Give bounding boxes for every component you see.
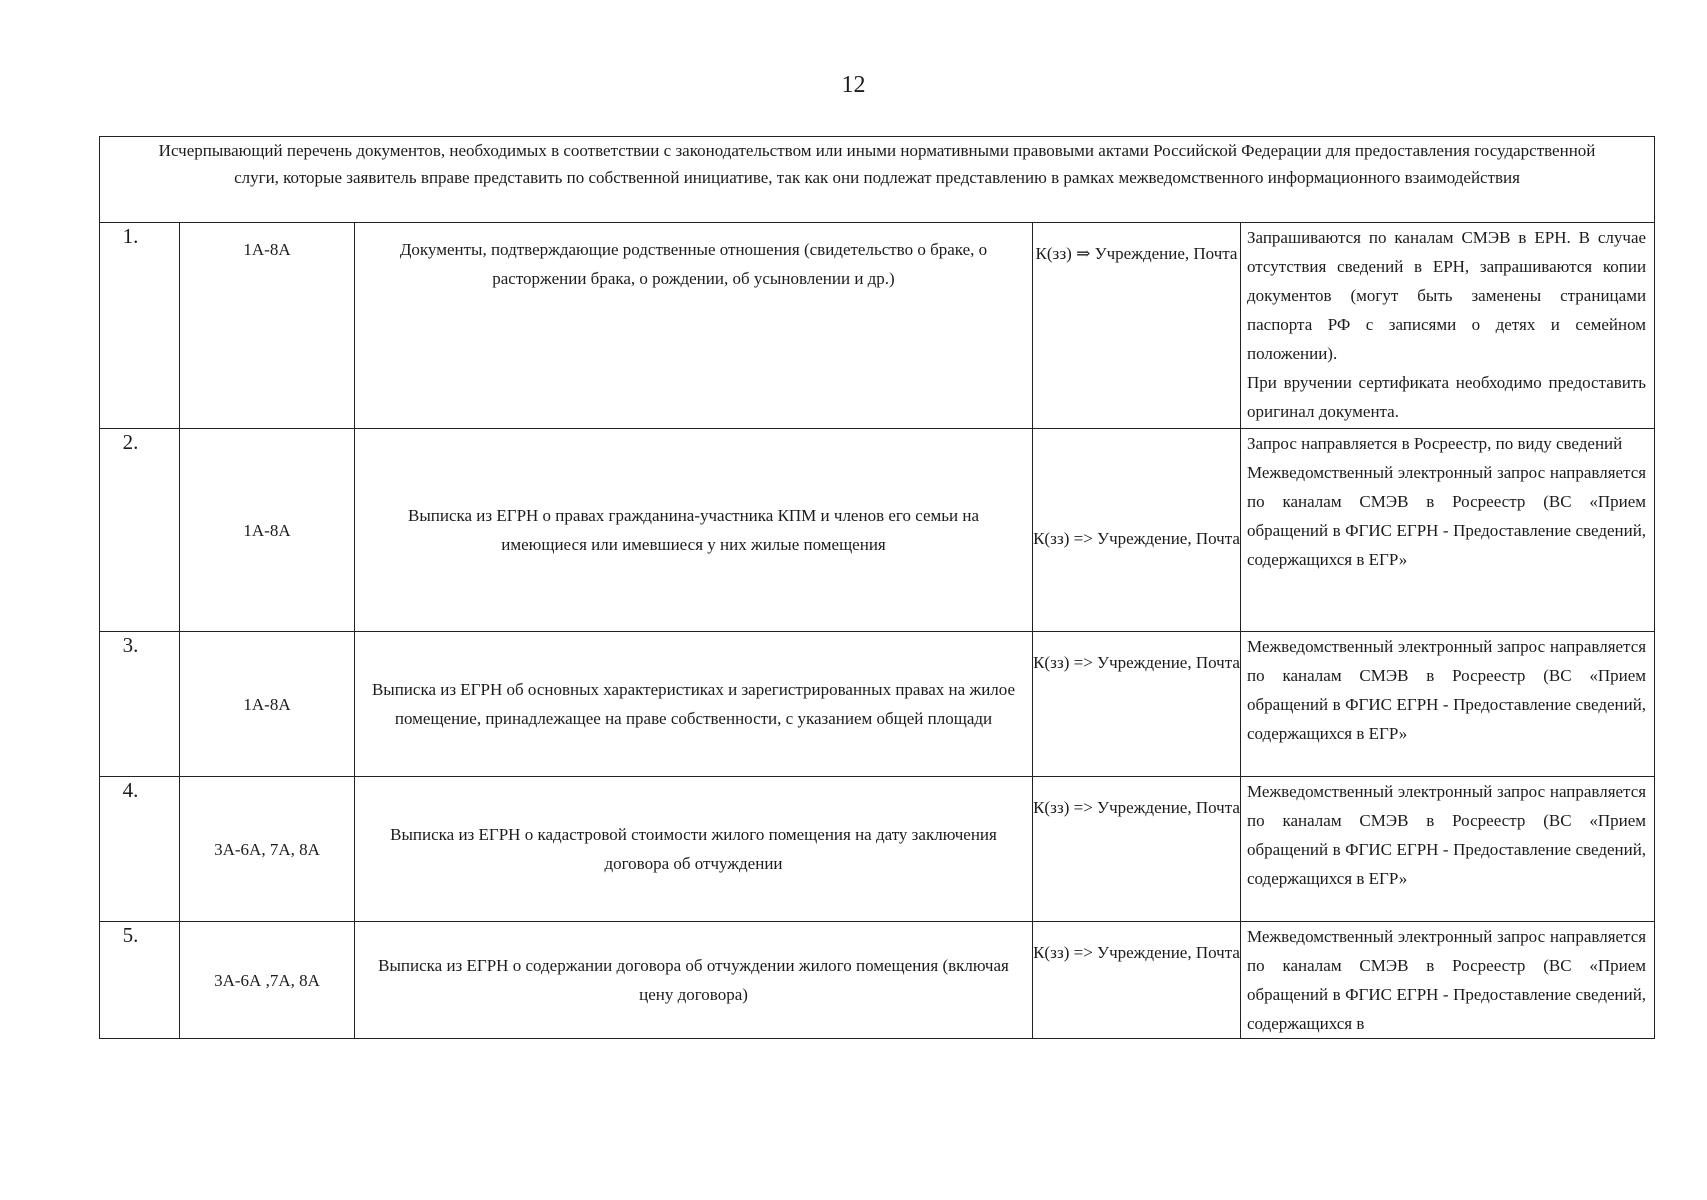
submission-method: К(зз) ⇒ Учреждение, Почта bbox=[1033, 223, 1241, 429]
table-row bbox=[100, 777, 1655, 922]
row-number: 4. bbox=[100, 777, 180, 922]
submission-method: К(зз) => Учреждение, Почта bbox=[1033, 777, 1241, 922]
note-text: Запрос направляется в Росреестр, по виду сведений bbox=[1247, 434, 1623, 453]
page-number: 12 bbox=[841, 72, 866, 98]
note-text: Межведомственный электронный запрос направляется по каналам СМЭВ в Росреестр (ВС «Прием обращений в ФГИС ЕГРН - Предоставление сведений, содержащихся в ЕГР» bbox=[1247, 637, 1647, 743]
table-header: Исчерпывающий перечень документов, необходимых в соответствии с законодательством или иными нормативными правовыми актами Российской Федерации для предоставления государственной слуги, которые заявитель вправе представить по собственной инициативе, так как они подлежат представлению в рамках межведомственного информационного взаимодействия bbox=[100, 137, 1655, 223]
row-number: 3. bbox=[100, 632, 180, 777]
note-cell bbox=[1241, 777, 1655, 922]
category-code: 1А-8А bbox=[180, 429, 355, 632]
category-code: 1А-8А bbox=[180, 223, 355, 429]
note-cell bbox=[1241, 922, 1655, 1039]
document-name: Выписка из ЕГРН о содержании договора об отчуждении жилого помещения (включая цену договора) bbox=[355, 922, 1033, 1039]
row-number: 1. bbox=[100, 223, 180, 429]
table-header-row bbox=[100, 137, 1655, 223]
note-text: Запрашиваются по каналам СМЭВ в ЕРН. В случае отсутствия сведений в ЕРН, запрашиваются копии документов (могут быть заменены страницами паспорта РФ с записями о детях и семейном положении). bbox=[1247, 228, 1647, 363]
table-row bbox=[100, 632, 1655, 777]
submission-method: К(зз) => Учреждение, Почта bbox=[1033, 632, 1241, 777]
category-code: 3А-6А, 7А, 8А bbox=[180, 777, 355, 922]
row-number: 5. bbox=[100, 922, 180, 1039]
document-name: Выписка из ЕГРН о правах гражданина-участника КПМ и членов его семьи на имеющиеся или имевшиеся у них жилые помещения bbox=[355, 429, 1033, 632]
table-row bbox=[100, 429, 1655, 632]
note-cell bbox=[1241, 429, 1655, 632]
category-code: 3А-6А ,7А, 8А bbox=[180, 922, 355, 1039]
note-cell bbox=[1241, 223, 1655, 429]
documents-table bbox=[99, 136, 1655, 1039]
note-text: Межведомственный электронный запрос направляется по каналам СМЭВ в Росреестр (ВС «Прием обращений в ФГИС ЕГРН - Предоставление сведений, содержащихся в ЕГР» bbox=[1247, 782, 1647, 888]
document-name: Выписка из ЕГРН о кадастровой стоимости жилого помещения на дату заключения договора об отчуждении bbox=[355, 777, 1033, 922]
document-name: Документы, подтверждающие родственные отношения (свидетельство о браке, о расторжении брака, о рождении, об усыновлении и др.) bbox=[355, 223, 1033, 429]
submission-method: К(зз) => Учреждение, Почта bbox=[1033, 429, 1241, 632]
table-row bbox=[100, 922, 1655, 1039]
note-text: Межведомственный электронный запрос направляется по каналам СМЭВ в Росреестр (ВС «Прием обращений в ФГИС ЕГРН - Предоставление сведений, содержащихся в ЕГР» bbox=[1247, 463, 1647, 569]
submission-method: К(зз) => Учреждение, Почта bbox=[1033, 922, 1241, 1039]
note-cell bbox=[1241, 632, 1655, 777]
document-name: Выписка из ЕГРН об основных характеристиках и зарегистрированных правах на жилое помещение, принадлежащее на праве собственности, с указанием общей площади bbox=[355, 632, 1033, 777]
note-text: Межведомственный электронный запрос направляется по каналам СМЭВ в Росреестр (ВС «Прием обращений в ФГИС ЕГРН - Предоставление сведений, содержащихся в bbox=[1247, 927, 1647, 1033]
category-code: 1А-8А bbox=[180, 632, 355, 777]
table-row bbox=[100, 223, 1655, 429]
row-number: 2. bbox=[100, 429, 180, 632]
note-text: При вручении сертификата необходимо предоставить оригинал документа. bbox=[1247, 373, 1647, 421]
